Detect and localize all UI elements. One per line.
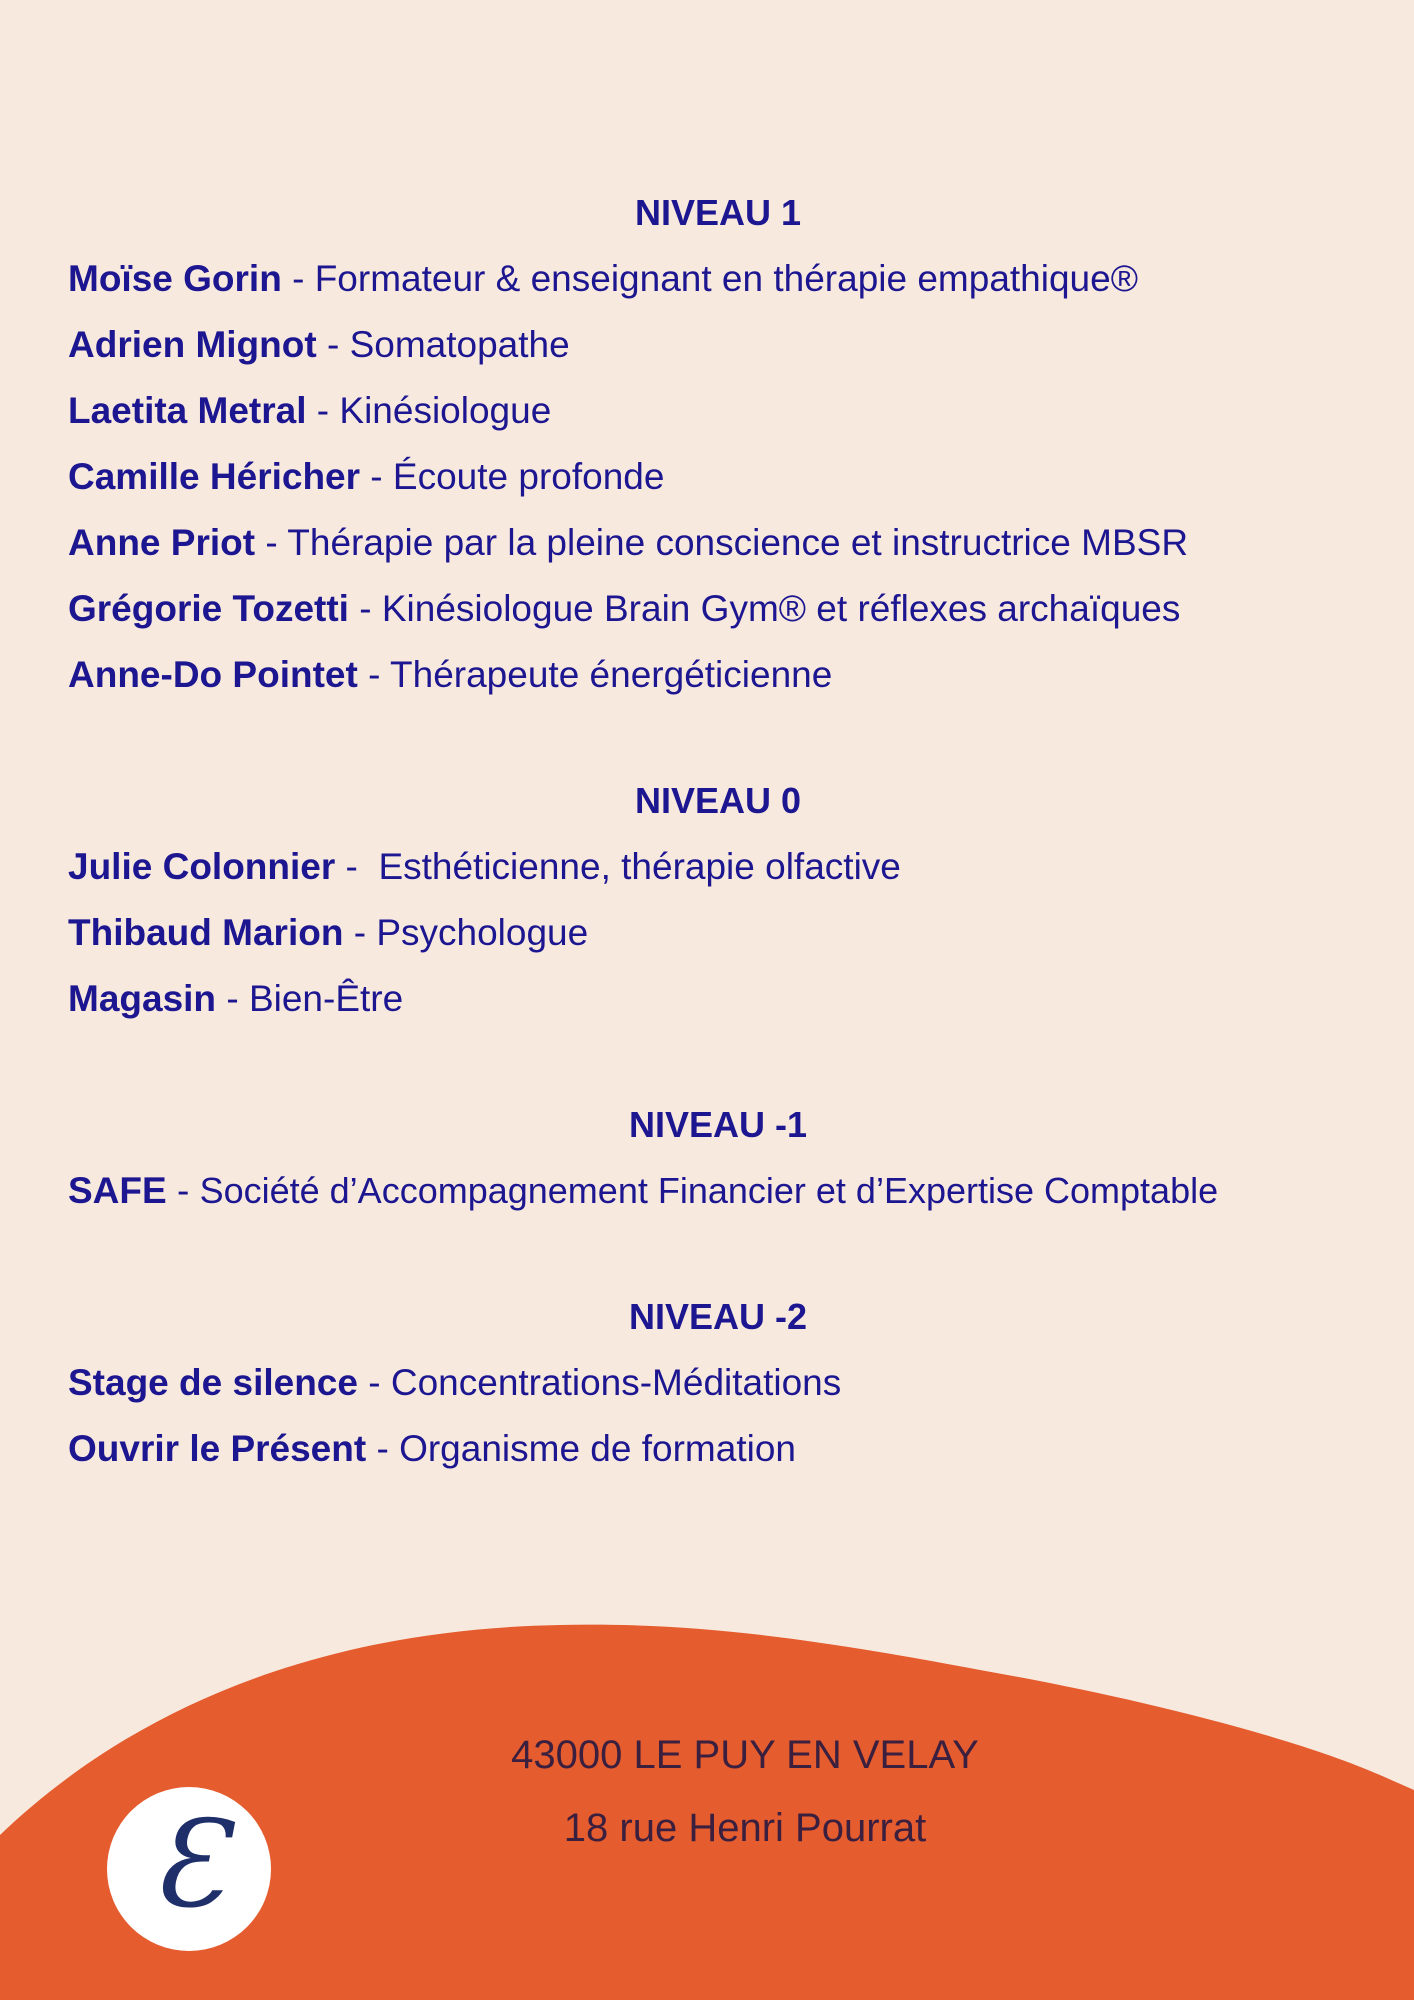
entry-separator: - — [343, 912, 377, 953]
entry-name: Moïse Gorin — [68, 258, 282, 299]
entry-description: Esthéticienne, thérapie olfactive — [378, 846, 901, 887]
entry-description: Kinésiologue — [339, 390, 552, 431]
entry-name: Adrien Mignot — [68, 324, 317, 365]
directory-entry — [68, 900, 1388, 966]
directory-entry — [68, 642, 1388, 708]
entry-name: Ouvrir le Présent — [68, 1428, 367, 1469]
directory-entry — [68, 966, 1388, 1032]
entry-separator: - — [166, 1170, 200, 1211]
entry-name: Thibaud Marion — [68, 912, 344, 953]
entry-separator: - — [357, 654, 391, 695]
entry-description: Somatopathe — [349, 324, 570, 365]
entry-description: Formateur & enseignant en thérapie empathique® — [314, 258, 1138, 299]
entry-name: Anne Priot — [68, 522, 256, 563]
directory-entry — [68, 444, 1388, 510]
entry-separator: - — [316, 324, 350, 365]
address-street: 18 rue Henri Pourrat — [563, 1806, 927, 1850]
entry-name: SAFE — [68, 1170, 167, 1211]
level-title: NIVEAU 1 — [634, 192, 802, 233]
entry-description: Psychologue — [376, 912, 589, 953]
directory-entry — [68, 834, 1388, 900]
entry-description: Organisme de formation — [399, 1428, 796, 1469]
entry-description: Concentrations-Méditations — [390, 1362, 842, 1403]
entry-description: Kinésiologue Brain Gym® et réflexes archaïques — [381, 588, 1181, 629]
entry-separator: - — [357, 1362, 391, 1403]
entry-separator: - — [216, 978, 249, 1019]
level-title: NIVEAU -2 — [628, 1296, 808, 1337]
entry-name: Anne-Do Pointet — [68, 654, 358, 695]
entry-name: Magasin — [68, 978, 217, 1019]
entry-description: Bien-Être — [248, 978, 404, 1019]
brand-logo — [107, 1787, 271, 1951]
entry-description: Thérapeute énergéticienne — [390, 654, 833, 695]
directory-entry — [68, 1350, 1388, 1416]
directory-entry — [68, 576, 1388, 642]
entry-name: Stage de silence — [68, 1362, 358, 1403]
entry-separator: - — [335, 846, 379, 887]
entry-description: Société d’Accompagnement Financier et d’Expertise Comptable — [199, 1170, 1219, 1211]
level-1-section — [68, 180, 1388, 708]
entry-name: Julie Colonnier — [68, 846, 336, 887]
directory-entry — [68, 312, 1388, 378]
entry-name: Grégorie Tozetti — [68, 588, 349, 629]
logo-letter-icon: Ɛ — [151, 1796, 227, 1935]
level-title: NIVEAU -1 — [628, 1104, 808, 1145]
entry-description: Thérapie par la pleine conscience et instructrice MBSR — [287, 522, 1189, 563]
entry-separator: - — [306, 390, 340, 431]
entry-separator: - — [366, 1428, 400, 1469]
entry-description: Écoute profonde — [392, 456, 665, 497]
directory-entry — [68, 1416, 1388, 1482]
level-title: NIVEAU 0 — [634, 780, 802, 821]
entry-name: Laetita Metral — [68, 390, 307, 431]
entry-separator: - — [281, 258, 315, 299]
directory-entry — [68, 378, 1388, 444]
entry-separator: - — [360, 456, 393, 497]
entry-separator: - — [348, 588, 382, 629]
directory-entry — [68, 510, 1388, 576]
level-0-section — [68, 768, 1388, 1032]
entry-name: Camille Héricher — [68, 456, 361, 497]
level-minus-2-section — [68, 1284, 1388, 1482]
level-minus-1-section — [68, 1092, 1388, 1224]
directory-entry — [68, 246, 1388, 312]
directory — [68, 180, 1388, 1482]
directory-entry — [68, 1158, 1388, 1224]
entry-separator: - — [255, 522, 288, 563]
address-city: 43000 LE PUY EN VELAY — [511, 1733, 979, 1777]
